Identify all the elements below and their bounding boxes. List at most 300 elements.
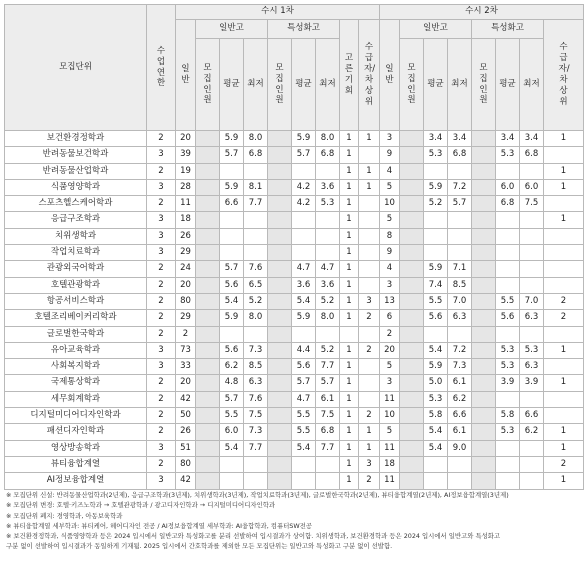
table-cell: 5.4: [424, 342, 448, 358]
table-cell: 8.0: [244, 310, 268, 326]
table-cell: 2: [147, 131, 176, 147]
table-cell: 1: [544, 375, 584, 391]
table-cell: 1: [544, 424, 584, 440]
table-cell: 6.0: [220, 424, 244, 440]
table-row: [5, 408, 584, 424]
table-cell: 1: [359, 163, 380, 179]
header-quota: 모집인원: [400, 39, 424, 131]
table-cell: 3: [147, 147, 176, 163]
table-cell: 2: [147, 424, 176, 440]
table-cell: [472, 245, 496, 261]
table-cell: [196, 310, 220, 326]
table-cell: 7.6: [244, 261, 268, 277]
table-cell: [472, 456, 496, 472]
table-row: [5, 212, 584, 228]
footnote: ※ 모집단위 변경: 호텔·키즈노학과 → 호텔관광학과 / 광고디자인학과 → 디지털미디어디자인학과: [6, 501, 276, 510]
table-cell: [520, 440, 544, 456]
table-row: [5, 375, 584, 391]
table-cell: [268, 456, 292, 472]
header-quota: 모집인원: [196, 39, 220, 131]
table-cell: 1: [340, 391, 359, 407]
table-cell: [544, 147, 584, 163]
table-cell: 5: [380, 212, 400, 228]
table-cell: [268, 212, 292, 228]
table-cell: 1: [340, 212, 359, 228]
table-cell: 3: [380, 375, 400, 391]
table-cell: [448, 326, 472, 342]
table-cell: [472, 342, 496, 358]
table-cell: 3: [380, 277, 400, 293]
header-min: 최저: [316, 39, 340, 131]
table-cell: [244, 245, 268, 261]
table-cell: 20: [380, 342, 400, 358]
table-cell: 2: [544, 293, 584, 309]
table-cell: 2: [359, 408, 380, 424]
table-cell: 5: [380, 179, 400, 195]
table-cell: [196, 245, 220, 261]
table-cell: [196, 228, 220, 244]
table-cell: 1: [359, 131, 380, 147]
table-cell: 5.4: [424, 424, 448, 440]
table-cell: 9.0: [448, 440, 472, 456]
table-cell: [268, 131, 292, 147]
unit-name-cell: 사회복지학과: [5, 359, 147, 375]
table-cell: 5.9: [424, 179, 448, 195]
table-cell: 5.4: [292, 293, 316, 309]
unit-name-cell: 유아교육학과: [5, 342, 147, 358]
table-cell: [292, 456, 316, 472]
footnote: 구분 없이 선발하여 입시결과가 동일하게 기재됨. 2025 입시에서 간호학과를 제외한 모든 모집단위는 일반고와 특성화고 구분 없이 선발함.: [6, 542, 393, 551]
table-cell: 6.1: [316, 391, 340, 407]
table-cell: 5.6: [220, 342, 244, 358]
table-cell: 4.7: [292, 391, 316, 407]
table-cell: 5.6: [496, 310, 520, 326]
unit-name-cell: 국제통상학과: [5, 375, 147, 391]
table-cell: 6.6: [448, 408, 472, 424]
table-cell: [220, 228, 244, 244]
header-avg: 평균: [424, 39, 448, 131]
table-cell: 2: [359, 342, 380, 358]
table-cell: 5.5: [292, 408, 316, 424]
table-cell: [520, 261, 544, 277]
table-cell: 6: [380, 310, 400, 326]
table-cell: [244, 212, 268, 228]
table-cell: 5.7: [292, 375, 316, 391]
table-cell: [520, 473, 544, 489]
table-cell: 7.1: [448, 261, 472, 277]
table-cell: [400, 131, 424, 147]
table-cell: [520, 277, 544, 293]
table-cell: 51: [176, 440, 196, 456]
table-cell: 33: [176, 359, 196, 375]
table-cell: 5.7: [448, 196, 472, 212]
table-cell: [196, 424, 220, 440]
table-cell: [544, 196, 584, 212]
table-cell: 3: [380, 131, 400, 147]
unit-name-cell: 스포츠헬스케어학과: [5, 196, 147, 212]
table-cell: 7.3: [448, 359, 472, 375]
table-cell: [268, 375, 292, 391]
table-cell: [359, 245, 380, 261]
table-cell: 1: [359, 440, 380, 456]
table-row: [5, 163, 584, 179]
table-cell: [268, 147, 292, 163]
table-cell: 6.8: [496, 196, 520, 212]
table-cell: [472, 277, 496, 293]
table-cell: [268, 408, 292, 424]
table-cell: 5: [380, 424, 400, 440]
table-cell: [496, 245, 520, 261]
table-cell: 1: [544, 163, 584, 179]
table-cell: [316, 212, 340, 228]
table-cell: 1: [544, 440, 584, 456]
table-cell: 5.2: [424, 196, 448, 212]
table-cell: 6.1: [448, 424, 472, 440]
table-cell: 3: [147, 212, 176, 228]
table-cell: 6.8: [244, 147, 268, 163]
table-cell: [268, 228, 292, 244]
table-cell: [400, 261, 424, 277]
table-cell: [496, 326, 520, 342]
table-cell: [544, 391, 584, 407]
table-cell: 5.3: [496, 359, 520, 375]
table-cell: 6.2: [520, 424, 544, 440]
table-cell: 1: [340, 310, 359, 326]
table-cell: [400, 391, 424, 407]
table-cell: [520, 163, 544, 179]
table-cell: [544, 245, 584, 261]
table-row: [5, 277, 584, 293]
unit-name-cell: 관광외국어학과: [5, 261, 147, 277]
table-cell: 4.7: [316, 261, 340, 277]
table-cell: 7.0: [520, 293, 544, 309]
table-cell: [544, 359, 584, 375]
unit-name-cell: 보건환경정학과: [5, 131, 147, 147]
table-cell: [196, 179, 220, 195]
table-row: [5, 228, 584, 244]
table-cell: [472, 261, 496, 277]
table-cell: 13: [380, 293, 400, 309]
footnote: ※ 보건환경정학과, 식품영양학과 등은 2024 입시에서 일반고와 특성화고를 분리 선발하여 입시결과가 상이함. 치위생학과, 보건환경학과 등은 2024 입시에서 일반고와 특성화고: [6, 532, 501, 540]
table-cell: 5.5: [220, 408, 244, 424]
table-cell: 1: [340, 424, 359, 440]
unit-name-cell: 영상방송학과: [5, 440, 147, 456]
table-cell: [268, 473, 292, 489]
table-cell: [244, 473, 268, 489]
table-cell: [316, 163, 340, 179]
unit-name-cell: 치위생학과: [5, 228, 147, 244]
table-cell: 6.0: [520, 179, 544, 195]
table-cell: [400, 147, 424, 163]
table-cell: 20: [176, 131, 196, 147]
unit-name-cell: 디지털미디어디자인학과: [5, 408, 147, 424]
unit-name-cell: 글로벌한국학과: [5, 326, 147, 342]
table-cell: [544, 228, 584, 244]
table-cell: 5.9: [424, 261, 448, 277]
table-cell: [196, 212, 220, 228]
table-cell: [496, 228, 520, 244]
table-cell: 2: [380, 326, 400, 342]
table-cell: 2: [147, 375, 176, 391]
table-cell: [400, 424, 424, 440]
table-cell: [400, 196, 424, 212]
table-cell: [544, 326, 584, 342]
table-cell: 6.3: [448, 310, 472, 326]
table-cell: 73: [176, 342, 196, 358]
table-row: [5, 359, 584, 375]
table-cell: [220, 245, 244, 261]
table-cell: 5.9: [220, 310, 244, 326]
unit-name-cell: 뷰티융합계열: [5, 456, 147, 472]
table-cell: 50: [176, 408, 196, 424]
table-cell: 5.7: [220, 391, 244, 407]
table-cell: [359, 359, 380, 375]
table-cell: [472, 424, 496, 440]
table-cell: [400, 375, 424, 391]
table-cell: [472, 163, 496, 179]
table-cell: [196, 196, 220, 212]
table-cell: [400, 228, 424, 244]
unit-name-cell: 반려동물보건학과: [5, 147, 147, 163]
table-cell: 2: [176, 326, 196, 342]
table-cell: 6.1: [448, 375, 472, 391]
table-cell: [496, 473, 520, 489]
table-cell: 2: [147, 261, 176, 277]
table-cell: [268, 326, 292, 342]
table-cell: 5.5: [292, 424, 316, 440]
header-equal-opp-1: 고른기회: [340, 20, 359, 131]
table-cell: 7.3: [244, 342, 268, 358]
table-cell: 4.4: [292, 342, 316, 358]
table-cell: [316, 245, 340, 261]
table-row: [5, 342, 584, 358]
unit-name-cell: 응급구조학과: [5, 212, 147, 228]
table-cell: 2: [147, 391, 176, 407]
table-cell: 8.1: [244, 179, 268, 195]
footnote: ※ 모집단위 폐지: 경영학과, 아동보육학과: [6, 511, 123, 520]
table-cell: 5: [380, 359, 400, 375]
table-cell: 3.9: [496, 375, 520, 391]
table-cell: 7.7: [244, 440, 268, 456]
footnotes: [6, 490, 584, 552]
table-cell: 6.2: [220, 359, 244, 375]
table-cell: 5.7: [220, 147, 244, 163]
table-cell: [268, 261, 292, 277]
table-cell: 1: [340, 456, 359, 472]
table-cell: 6.8: [448, 147, 472, 163]
table-cell: 1: [544, 342, 584, 358]
table-cell: 7.7: [244, 196, 268, 212]
table-cell: 3: [359, 293, 380, 309]
table-cell: [472, 147, 496, 163]
table-cell: 2: [147, 326, 176, 342]
table-cell: 5.3: [496, 424, 520, 440]
table-cell: 2: [147, 277, 176, 293]
table-cell: 1: [340, 163, 359, 179]
table-cell: 3: [147, 179, 176, 195]
table-cell: 18: [176, 212, 196, 228]
header-avg: 평균: [496, 39, 520, 131]
table-cell: 6.8: [316, 147, 340, 163]
table-cell: [268, 293, 292, 309]
unit-name-cell: 항공서비스학과: [5, 293, 147, 309]
table-cell: 1: [544, 473, 584, 489]
table-cell: 2: [147, 163, 176, 179]
table-cell: [316, 456, 340, 472]
header-quota: 모집인원: [472, 39, 496, 131]
table-cell: [400, 359, 424, 375]
table-cell: [359, 212, 380, 228]
table-cell: [359, 196, 380, 212]
header-min: 최저: [520, 39, 544, 131]
table-cell: [196, 408, 220, 424]
table-row: [5, 391, 584, 407]
table-cell: [359, 375, 380, 391]
table-cell: [196, 326, 220, 342]
table-cell: 7.6: [244, 391, 268, 407]
table-cell: [520, 391, 544, 407]
table-cell: [448, 212, 472, 228]
table-cell: [316, 228, 340, 244]
table-row: [5, 424, 584, 440]
table-cell: [268, 163, 292, 179]
table-cell: 1: [340, 196, 359, 212]
header-early2: 수시 2차: [380, 5, 584, 20]
table-cell: [472, 375, 496, 391]
table-cell: [400, 440, 424, 456]
table-cell: [400, 163, 424, 179]
header-avg: 평균: [292, 39, 316, 131]
table-cell: [196, 163, 220, 179]
table-cell: [496, 391, 520, 407]
table-cell: [448, 473, 472, 489]
table-cell: [268, 359, 292, 375]
table-cell: 5.6: [220, 277, 244, 293]
table-cell: [472, 408, 496, 424]
table-cell: [400, 293, 424, 309]
table-cell: [448, 456, 472, 472]
table-cell: 9: [380, 147, 400, 163]
table-cell: 1: [340, 293, 359, 309]
table-cell: 9: [380, 245, 400, 261]
table-cell: 5.2: [316, 293, 340, 309]
table-cell: 2: [147, 456, 176, 472]
table-cell: 4.7: [292, 261, 316, 277]
table-cell: 18: [380, 456, 400, 472]
table-cell: 1: [340, 359, 359, 375]
table-cell: 8.5: [244, 359, 268, 375]
table-row: [5, 310, 584, 326]
table-cell: [472, 391, 496, 407]
table-cell: 6.3: [520, 310, 544, 326]
table-cell: [268, 424, 292, 440]
table-cell: [244, 326, 268, 342]
table-cell: 4.8: [220, 375, 244, 391]
table-cell: 5.9: [292, 310, 316, 326]
table-cell: [400, 473, 424, 489]
table-cell: 1: [340, 261, 359, 277]
table-cell: [359, 277, 380, 293]
table-cell: 1: [340, 440, 359, 456]
table-cell: [340, 326, 359, 342]
table-cell: 3.4: [424, 131, 448, 147]
table-cell: [424, 326, 448, 342]
table-cell: 3.4: [520, 131, 544, 147]
table-cell: 8.0: [316, 310, 340, 326]
table-cell: [472, 310, 496, 326]
table-cell: [268, 391, 292, 407]
table-cell: [544, 261, 584, 277]
table-cell: [496, 261, 520, 277]
unit-name-cell: 패션디자인학과: [5, 424, 147, 440]
table-cell: [520, 456, 544, 472]
table-cell: 1: [340, 245, 359, 261]
table-cell: [448, 245, 472, 261]
header-years: 수업연한: [147, 5, 176, 131]
table-cell: [544, 408, 584, 424]
header-gov-welfare-1: 수급자/차상위: [359, 20, 380, 131]
table-cell: [196, 375, 220, 391]
table-cell: 4: [380, 261, 400, 277]
table-cell: [268, 342, 292, 358]
table-cell: 6.8: [520, 147, 544, 163]
table-cell: 8: [380, 228, 400, 244]
table-cell: 6.5: [244, 277, 268, 293]
table-cell: 7.5: [316, 408, 340, 424]
table-cell: [424, 163, 448, 179]
table-cell: 5.4: [220, 440, 244, 456]
table-cell: [359, 261, 380, 277]
table-cell: 5.3: [424, 147, 448, 163]
table-cell: 39: [176, 147, 196, 163]
table-cell: [196, 391, 220, 407]
table-cell: 5.0: [424, 375, 448, 391]
table-cell: [196, 473, 220, 489]
table-cell: 1: [340, 277, 359, 293]
table-cell: 8.0: [316, 131, 340, 147]
table-cell: 5.5: [496, 293, 520, 309]
table-cell: 5.3: [496, 147, 520, 163]
table-cell: 3.6: [316, 277, 340, 293]
table-cell: [400, 277, 424, 293]
table-cell: 1: [340, 408, 359, 424]
table-cell: 5.6: [292, 359, 316, 375]
table-cell: 6.8: [316, 424, 340, 440]
header-general-2: 일반: [380, 20, 400, 131]
table-cell: 80: [176, 456, 196, 472]
table-cell: 1: [340, 342, 359, 358]
table-cell: [472, 196, 496, 212]
table-cell: 11: [380, 391, 400, 407]
header-min: 최저: [244, 39, 268, 131]
table-cell: 5.8: [424, 408, 448, 424]
table-cell: [268, 310, 292, 326]
table-cell: [400, 456, 424, 472]
table-cell: 1: [340, 179, 359, 195]
header-general-hs-2: 일반고: [400, 20, 472, 39]
table-row: [5, 293, 584, 309]
table-body: [5, 131, 584, 490]
header-unit: 모집단위: [5, 5, 147, 131]
table-cell: 5.9: [220, 179, 244, 195]
table-cell: [359, 147, 380, 163]
table-cell: [472, 212, 496, 228]
table-cell: 5.2: [316, 342, 340, 358]
table-cell: 7.4: [424, 277, 448, 293]
table-cell: 3: [147, 359, 176, 375]
unit-name-cell: 반려동물산업학과: [5, 163, 147, 179]
table-cell: 6.3: [520, 359, 544, 375]
